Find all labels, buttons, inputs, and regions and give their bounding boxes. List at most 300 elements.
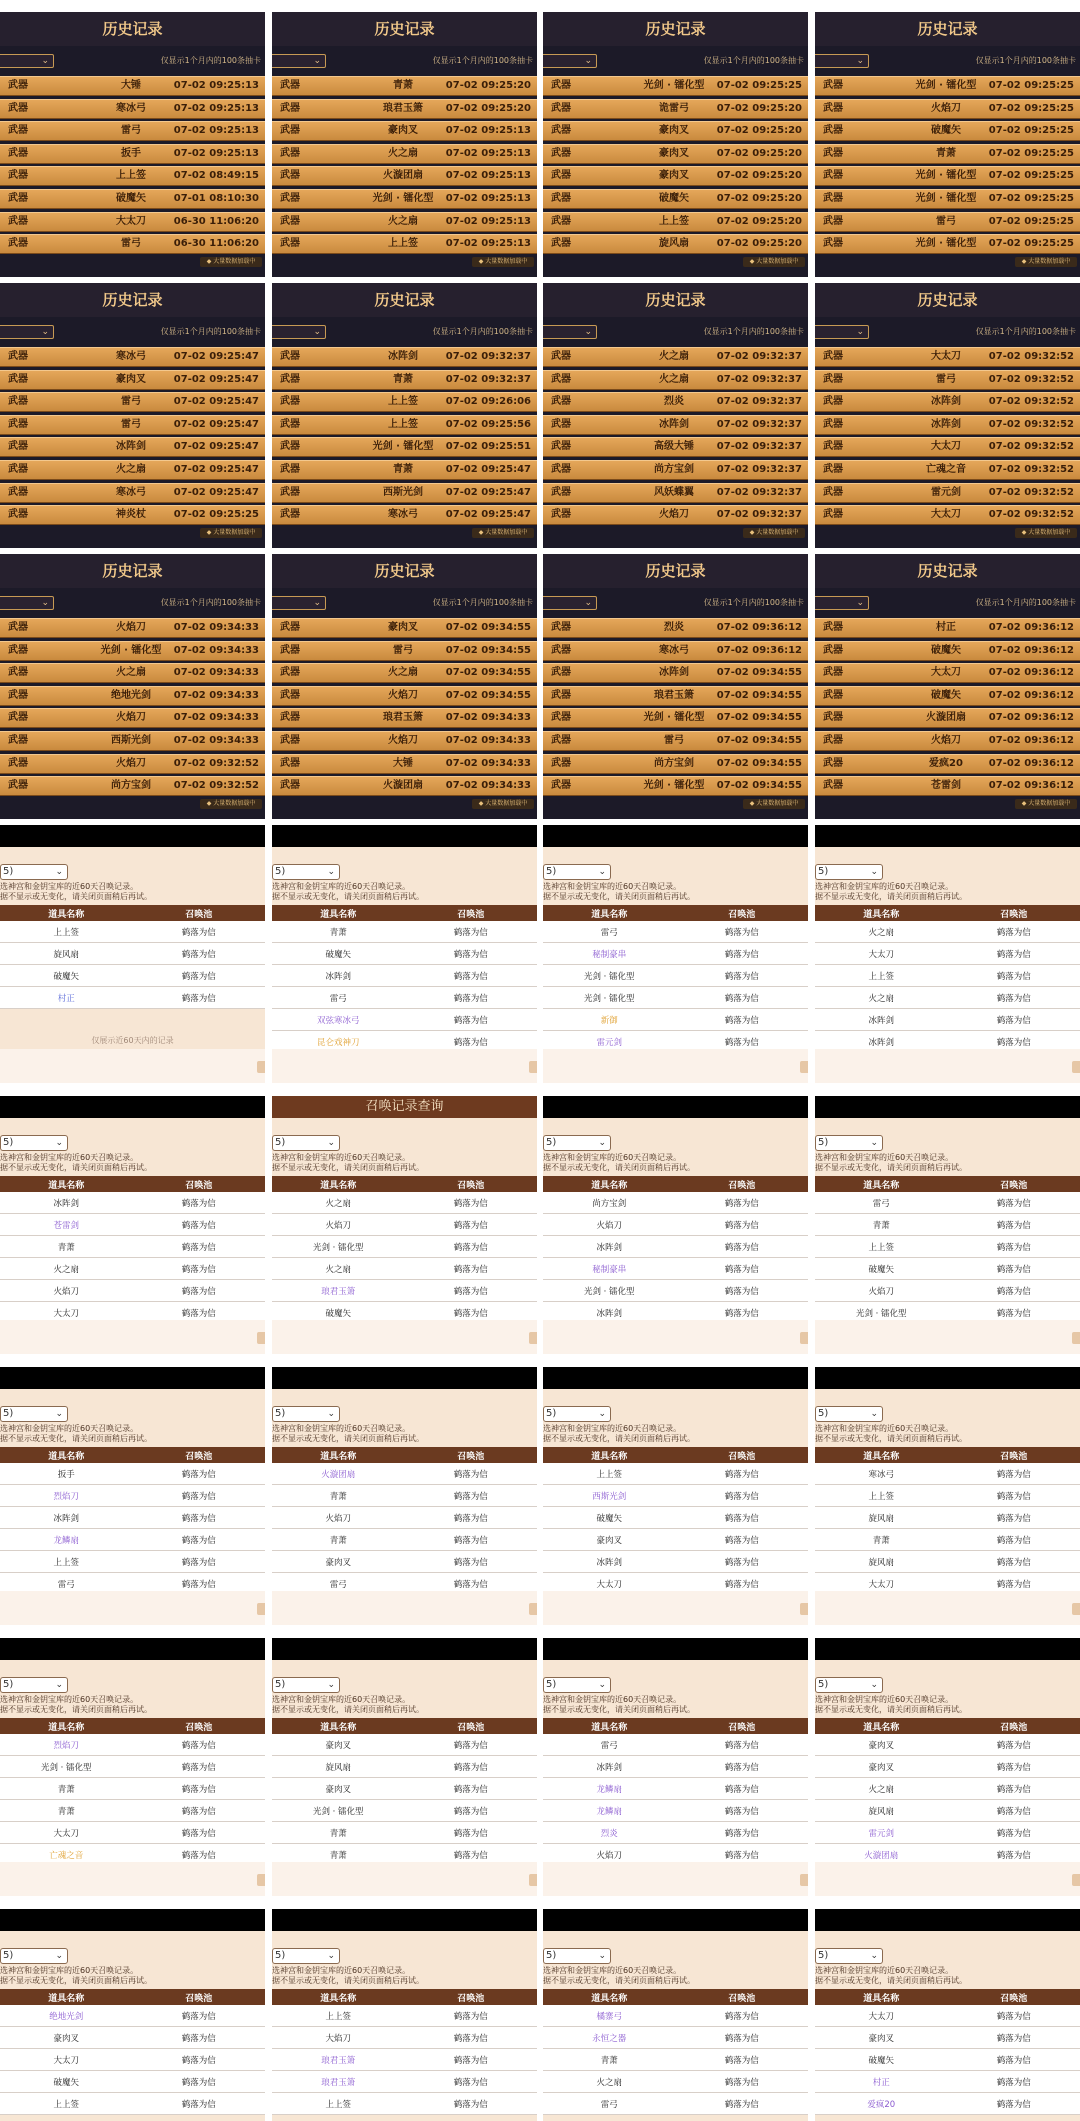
table-row (543, 1778, 808, 1800)
pool-select[interactable]: 5) ⌄ (543, 1677, 611, 1693)
chevron-down-icon: ⌄ (327, 1138, 335, 1148)
item-type: 武器 (280, 712, 300, 724)
item-name-cell: 火之扇 (272, 1258, 405, 1280)
item-time: 07-02 09:32:52 (988, 351, 1074, 362)
item-type: 武器 (8, 102, 28, 114)
records-table (815, 1176, 1080, 1324)
top-black-bar (815, 825, 1080, 847)
records-table (543, 905, 808, 1053)
history-row (815, 370, 1080, 390)
item-type: 武器 (8, 351, 28, 362)
item-type: 武器 (280, 644, 300, 656)
item-time: 07-02 09:25:13 (445, 238, 531, 250)
item-name-cell: 冰阵剑 (0, 1507, 133, 1529)
history-row (543, 437, 808, 457)
item-name: 光剑 · 镭化型 (372, 192, 434, 204)
item-name: 光剑 · 镭化型 (643, 780, 705, 792)
item-time: 07-02 09:32:37 (716, 396, 802, 408)
table-row (272, 943, 537, 965)
pool-select[interactable]: 5) ⌄ (543, 1406, 611, 1422)
item-type: 武器 (280, 215, 300, 227)
item-name: 火之扇 (659, 373, 689, 385)
history-row (815, 754, 1080, 774)
top-black-bar (543, 1096, 808, 1118)
item-time: 07-02 09:34:33 (445, 780, 531, 792)
item-time: 07-02 09:25:20 (716, 147, 802, 159)
col-item-name: 道具名称 (0, 1989, 133, 2005)
item-time: 07-02 09:34:55 (716, 712, 802, 724)
pool-select[interactable]: 5) ⌄ (543, 1135, 611, 1151)
history-list (0, 618, 265, 799)
scroll-handle[interactable] (529, 1603, 537, 1615)
table-row (0, 1778, 265, 1800)
col-pool: 召唤池 (133, 1447, 266, 1463)
item-time: 07-02 09:34:33 (173, 712, 259, 724)
history-panel (543, 283, 808, 548)
item-type: 武器 (280, 441, 300, 453)
table-header (815, 1718, 1080, 1734)
item-type: 武器 (8, 622, 28, 633)
history-list (272, 347, 537, 528)
item-name: 琅君玉箫 (383, 102, 423, 114)
chevron-down-icon: ⌄ (870, 1138, 878, 1148)
item-name-cell: 昆仑戏神刀 (272, 1031, 405, 1053)
pool-cell: 鹤落为信 (948, 1822, 1080, 1844)
pool-select[interactable]: 5) ⌄ (543, 864, 611, 880)
item-type: 武器 (280, 351, 300, 362)
filter-dropdown[interactable]: ⌄ (272, 54, 326, 68)
item-name-cell: 大太刀 (815, 2005, 948, 2027)
scroll-handle[interactable] (1072, 1603, 1080, 1615)
filter-dropdown[interactable]: ⌄ (0, 54, 54, 68)
query-panel (543, 1638, 808, 1896)
item-type: 武器 (551, 757, 571, 769)
pool-cell: 鹤落为信 (133, 1236, 266, 1258)
table-row (0, 987, 265, 1009)
table-row (272, 1551, 537, 1573)
table-row (272, 1463, 537, 1485)
top-black-bar (815, 1638, 1080, 1660)
item-name-cell: 光剑 · 镭化型 (815, 1302, 948, 1324)
item-type: 武器 (8, 734, 28, 746)
item-name-cell: 豪肉叉 (815, 1734, 948, 1756)
item-type: 武器 (8, 80, 28, 91)
item-time: 07-02 09:25:47 (445, 463, 531, 475)
col-item-name: 道具名称 (272, 1989, 405, 2005)
item-name-cell: 火焰刀 (543, 1844, 676, 1866)
filter-dropdown[interactable]: ⌄ (815, 54, 869, 68)
filter-dropdown[interactable]: ⌄ (815, 596, 869, 610)
pool-cell: 鹤落为信 (676, 1031, 809, 1053)
item-name-cell: 光剑 · 镭化型 (543, 987, 676, 1009)
item-type: 武器 (823, 102, 843, 114)
pool-cell: 鹤落为信 (405, 1009, 538, 1031)
filter-dropdown[interactable]: ⌄ (272, 325, 326, 339)
pool-cell: 鹤落为信 (133, 943, 266, 965)
table-row (0, 1280, 265, 1302)
item-type: 武器 (280, 463, 300, 475)
pool-select[interactable]: 5) ⌄ (815, 1135, 883, 1151)
history-row (543, 483, 808, 503)
filter-bar (543, 52, 808, 72)
history-title: 历史记录 (0, 283, 265, 317)
pool-select[interactable]: 5) ⌄ (272, 1406, 340, 1422)
item-type: 武器 (280, 734, 300, 746)
item-type: 武器 (551, 509, 571, 521)
item-time: 07-02 09:25:25 (988, 102, 1074, 114)
table-row (0, 2071, 265, 2093)
query-panel (543, 1367, 808, 1625)
history-row (0, 460, 265, 480)
item-name: 破魔矢 (931, 689, 961, 701)
item-name-cell: 火焰刀 (272, 1507, 405, 1529)
item-name-cell: 村正 (0, 987, 133, 1009)
table-row (0, 943, 265, 965)
filter-dropdown[interactable]: ⌄ (543, 325, 597, 339)
notice-text (272, 1966, 424, 1986)
table-header (272, 1447, 537, 1463)
col-pool: 召唤池 (405, 905, 538, 921)
history-row (0, 641, 265, 661)
history-row (272, 483, 537, 503)
pool-select[interactable]: 5) ⌄ (0, 1677, 68, 1693)
item-time: 07-02 09:32:52 (988, 373, 1074, 385)
filter-note: 仅显示1个月内的100条抽卡 (703, 598, 804, 607)
item-name: 琅君玉箫 (654, 689, 694, 701)
item-type: 武器 (280, 238, 300, 250)
notice-line: 选神宫和金钥宝库的近60天召唤记录。 (272, 1153, 411, 1162)
scroll-handle[interactable] (1072, 1332, 1080, 1344)
item-name-cell: 上上签 (815, 1485, 948, 1507)
filter-note: 仅显示1个月内的100条抽卡 (703, 56, 804, 65)
item-name: 烈炎 (664, 396, 684, 408)
pool-select[interactable]: 5) ⌄ (543, 1948, 611, 1964)
pool-cell: 鹤落为信 (405, 2071, 538, 2093)
notice-line: 据不显示或无变化，请关闭页面稍后再试。 (272, 1705, 424, 1714)
filter-bar (815, 323, 1080, 343)
item-type: 武器 (551, 396, 571, 408)
item-type: 武器 (551, 712, 571, 724)
history-row (543, 618, 808, 638)
item-name: 火焰刀 (931, 102, 961, 114)
history-row (543, 708, 808, 728)
pool-cell: 鹤落为信 (133, 1778, 266, 1800)
table-row (815, 1734, 1080, 1756)
pool-select[interactable]: 5) ⌄ (815, 864, 883, 880)
item-name-cell: 青萧 (0, 1236, 133, 1258)
item-name-cell: 旋风扇 (815, 1800, 948, 1822)
col-pool: 召唤池 (133, 905, 266, 921)
col-pool: 召唤池 (405, 1989, 538, 2005)
history-row (543, 144, 808, 164)
pool-select[interactable]: 5) ⌄ (0, 1406, 68, 1422)
history-row (543, 76, 808, 96)
pool-cell: 鹤落为信 (676, 1822, 809, 1844)
scroll-handle[interactable] (257, 1874, 265, 1886)
query-panel (272, 1096, 537, 1354)
scroll-handle[interactable] (800, 1061, 808, 1073)
item-name-cell: 新御 (543, 1009, 676, 1031)
item-name: 光剑 · 镭化型 (643, 712, 705, 724)
panel-footer (0, 1320, 265, 1354)
item-type: 武器 (823, 170, 843, 182)
item-name-cell: 冰阵剑 (543, 1551, 676, 1573)
notice-line: 据不显示或无变化，请关闭页面稍后再试。 (815, 1163, 967, 1172)
chevron-down-icon: ⌄ (55, 1951, 63, 1961)
pool-select[interactable]: 5) ⌄ (0, 1135, 68, 1151)
filter-bar (543, 323, 808, 343)
item-name-cell: 火之扇 (815, 1778, 948, 1800)
item-name-cell: 爱疯20 (815, 2093, 948, 2115)
pool-cell: 鹤落为信 (133, 2005, 266, 2027)
history-row (543, 641, 808, 661)
panel-footer (272, 1591, 537, 1625)
pool-select[interactable]: 5) ⌄ (815, 1406, 883, 1422)
filter-bar (0, 323, 265, 343)
chevron-down-icon: ⌄ (598, 1951, 606, 1961)
item-time: 07-02 09:34:55 (716, 757, 802, 769)
item-name: 光剑 · 镭化型 (915, 170, 977, 182)
col-pool: 召唤池 (405, 1718, 538, 1734)
filter-dropdown[interactable]: ⌄ (543, 54, 597, 68)
scroll-handle[interactable] (1072, 1874, 1080, 1886)
pool-select[interactable]: 5) ⌄ (815, 1948, 883, 1964)
item-type: 武器 (823, 147, 843, 159)
col-item-name: 道具名称 (0, 905, 133, 921)
query-panel (815, 825, 1080, 1083)
item-name-cell: 火之扇 (0, 1258, 133, 1280)
pool-cell: 鹤落为信 (133, 1192, 266, 1214)
col-item-name: 道具名称 (815, 1718, 948, 1734)
pool-cell: 鹤落为信 (405, 1280, 538, 1302)
item-type: 武器 (823, 689, 843, 701)
scroll-handle[interactable] (1072, 1061, 1080, 1073)
pool-select[interactable]: 5) ⌄ (272, 1135, 340, 1151)
table-row (0, 2005, 265, 2027)
history-row (0, 686, 265, 706)
item-type: 武器 (280, 396, 300, 408)
filter-dropdown[interactable]: ⌄ (0, 596, 54, 610)
item-name-cell: 大太刀 (0, 2049, 133, 2071)
table-row (0, 2027, 265, 2049)
history-row (815, 234, 1080, 254)
pool-select[interactable]: 5) ⌄ (815, 1677, 883, 1693)
item-time: 07-02 09:32:52 (173, 780, 259, 792)
item-name: 火焰刀 (388, 689, 418, 701)
table-row (0, 1551, 265, 1573)
item-name: 火焰刀 (931, 734, 961, 746)
col-item-name: 道具名称 (272, 905, 405, 921)
table-row (0, 1214, 265, 1236)
item-name-cell: 火焰刀 (543, 1214, 676, 1236)
panel-footer (272, 1862, 537, 1896)
col-item-name: 道具名称 (815, 1989, 948, 2005)
notice-line: 选神宫和金钥宝库的近60天召唤记录。 (815, 1695, 954, 1704)
item-time: 07-02 09:32:37 (716, 486, 802, 498)
item-name-cell: 火之扇 (815, 987, 948, 1009)
scroll-handle[interactable] (529, 1332, 537, 1344)
item-name: 雷弓 (936, 215, 956, 227)
notice-line: 选神宫和金钥宝库的近60天召唤记录。 (272, 882, 411, 891)
pool-select[interactable]: 5) ⌄ (0, 864, 68, 880)
records-table (543, 1718, 808, 1866)
pool-cell: 鹤落为信 (405, 2005, 538, 2027)
table-row (815, 2027, 1080, 2049)
item-time: 07-02 09:32:52 (988, 463, 1074, 475)
item-name: 亡魂之音 (926, 463, 966, 475)
item-time: 07-02 09:32:37 (716, 418, 802, 430)
item-name-cell: 青萧 (0, 1800, 133, 1822)
filter-dropdown[interactable]: ⌄ (0, 325, 54, 339)
table-row (543, 1280, 808, 1302)
history-row (543, 347, 808, 367)
history-row (0, 76, 265, 96)
chevron-down-icon: ⌄ (598, 867, 606, 877)
item-name-cell: 亡魂之音 (0, 1844, 133, 1866)
item-name: 大太刀 (931, 667, 961, 679)
top-black-bar (815, 1096, 1080, 1118)
item-name-cell: 上上签 (272, 2005, 405, 2027)
item-name: 雷弓 (936, 373, 956, 385)
pool-select[interactable]: 5) ⌄ (272, 1677, 340, 1693)
pool-cell: 鹤落为信 (676, 1236, 809, 1258)
pool-cell: 鹤落为信 (948, 1258, 1080, 1280)
filter-dropdown[interactable]: ⌄ (272, 596, 326, 610)
history-row (815, 437, 1080, 457)
records-table (0, 1718, 265, 1866)
query-panel (815, 1096, 1080, 1354)
query-panel (0, 825, 265, 1083)
item-name: 光剑 · 镭化型 (915, 80, 977, 91)
pool-cell: 鹤落为信 (133, 1756, 266, 1778)
item-type: 武器 (551, 689, 571, 701)
item-type: 武器 (8, 667, 28, 679)
history-row (0, 415, 265, 435)
item-name-cell: 豪肉叉 (815, 2027, 948, 2049)
item-time: 07-02 09:36:12 (988, 734, 1074, 746)
history-row (543, 234, 808, 254)
item-type: 武器 (823, 373, 843, 385)
item-name-cell: 寒冰弓 (815, 1463, 948, 1485)
item-name-cell: 冰阵剑 (815, 1009, 948, 1031)
item-type: 武器 (551, 102, 571, 114)
item-time: 07-02 09:36:12 (988, 780, 1074, 792)
pool-cell: 鹤落为信 (676, 1302, 809, 1324)
filter-note: 仅显示1个月内的100条抽卡 (703, 327, 804, 336)
item-type: 武器 (280, 622, 300, 633)
table-row (272, 1214, 537, 1236)
scroll-handle[interactable] (800, 1332, 808, 1344)
item-time: 07-02 09:25:20 (716, 238, 802, 250)
scroll-handle[interactable] (800, 1603, 808, 1615)
item-name: 火漩团扇 (926, 712, 966, 724)
item-time: 07-02 09:25:13 (445, 147, 531, 159)
history-row (272, 166, 537, 186)
notice-line: 选神宫和金钥宝库的近60天召唤记录。 (543, 1695, 682, 1704)
records-table (0, 1989, 265, 2115)
item-time: 07-02 09:34:33 (173, 667, 259, 679)
records-table (815, 905, 1080, 1053)
item-time: 07-02 09:25:13 (173, 102, 259, 114)
table-row (272, 1280, 537, 1302)
item-name-cell: 豪肉叉 (272, 1734, 405, 1756)
table-row (815, 1529, 1080, 1551)
history-row (815, 460, 1080, 480)
table-row (815, 1485, 1080, 1507)
table-row (272, 1258, 537, 1280)
query-panel (815, 1909, 1080, 2121)
pool-cell: 鹤落为信 (405, 965, 538, 987)
notice-line: 据不显示或无变化，请关闭页面稍后再试。 (543, 1705, 695, 1714)
scroll-handle[interactable] (529, 1061, 537, 1073)
filter-dropdown[interactable]: ⌄ (543, 596, 597, 610)
history-panel (272, 12, 537, 277)
item-time: 07-02 09:25:51 (445, 441, 531, 453)
history-list (815, 347, 1080, 528)
pool-cell: 鹤落为信 (948, 921, 1080, 943)
filter-dropdown[interactable]: ⌄ (815, 325, 869, 339)
filter-note: 仅显示1个月内的100条抽卡 (160, 598, 261, 607)
table-row (543, 1529, 808, 1551)
pool-select[interactable]: 5) ⌄ (272, 1948, 340, 1964)
item-name-cell: 青萧 (543, 2049, 676, 2071)
item-time: 07-02 09:25:47 (173, 441, 259, 453)
scroll-handle[interactable] (800, 1874, 808, 1886)
history-title: 历史记录 (272, 283, 537, 317)
item-type: 武器 (823, 418, 843, 430)
history-row (272, 76, 537, 96)
records-table (272, 905, 537, 1053)
item-type: 武器 (823, 351, 843, 362)
history-row (0, 708, 265, 728)
item-type: 武器 (8, 463, 28, 475)
scroll-handle[interactable] (257, 1332, 265, 1344)
history-row (272, 505, 537, 525)
table-row (0, 1485, 265, 1507)
item-name-cell: 雷元剑 (815, 1822, 948, 1844)
item-name-cell: 冰阵剑 (815, 1031, 948, 1053)
pool-cell: 鹤落为信 (676, 1800, 809, 1822)
pool-cell: 鹤落为信 (133, 2049, 266, 2071)
pool-select[interactable]: 5) ⌄ (272, 864, 340, 880)
item-time: 07-02 09:25:47 (173, 486, 259, 498)
history-row (815, 483, 1080, 503)
records-table (0, 905, 265, 1009)
history-row (0, 347, 265, 367)
item-time: 07-02 09:25:25 (988, 215, 1074, 227)
pool-cell: 鹤落为信 (133, 2027, 266, 2049)
scroll-handle[interactable] (257, 1061, 265, 1073)
history-row (272, 347, 537, 367)
pool-cell: 鹤落为信 (405, 1529, 538, 1551)
col-pool: 召唤池 (948, 1447, 1080, 1463)
item-type: 武器 (823, 667, 843, 679)
item-type: 武器 (823, 734, 843, 746)
item-time: 07-02 09:32:52 (988, 486, 1074, 498)
item-type: 武器 (551, 644, 571, 656)
item-name-cell: 雷弓 (543, 1734, 676, 1756)
item-name: 光剑 · 镭化型 (643, 80, 705, 91)
query-panel (543, 825, 808, 1083)
item-name: 光剑 · 镭化型 (915, 238, 977, 250)
item-name: 冰阵剑 (659, 418, 689, 430)
scroll-handle[interactable] (257, 1603, 265, 1615)
scroll-handle[interactable] (529, 1874, 537, 1886)
pool-cell: 鹤落为信 (676, 1529, 809, 1551)
pool-cell: 鹤落为信 (405, 1031, 538, 1053)
item-time: 07-02 09:34:33 (173, 622, 259, 633)
pool-select[interactable]: 5) ⌄ (0, 1948, 68, 1964)
